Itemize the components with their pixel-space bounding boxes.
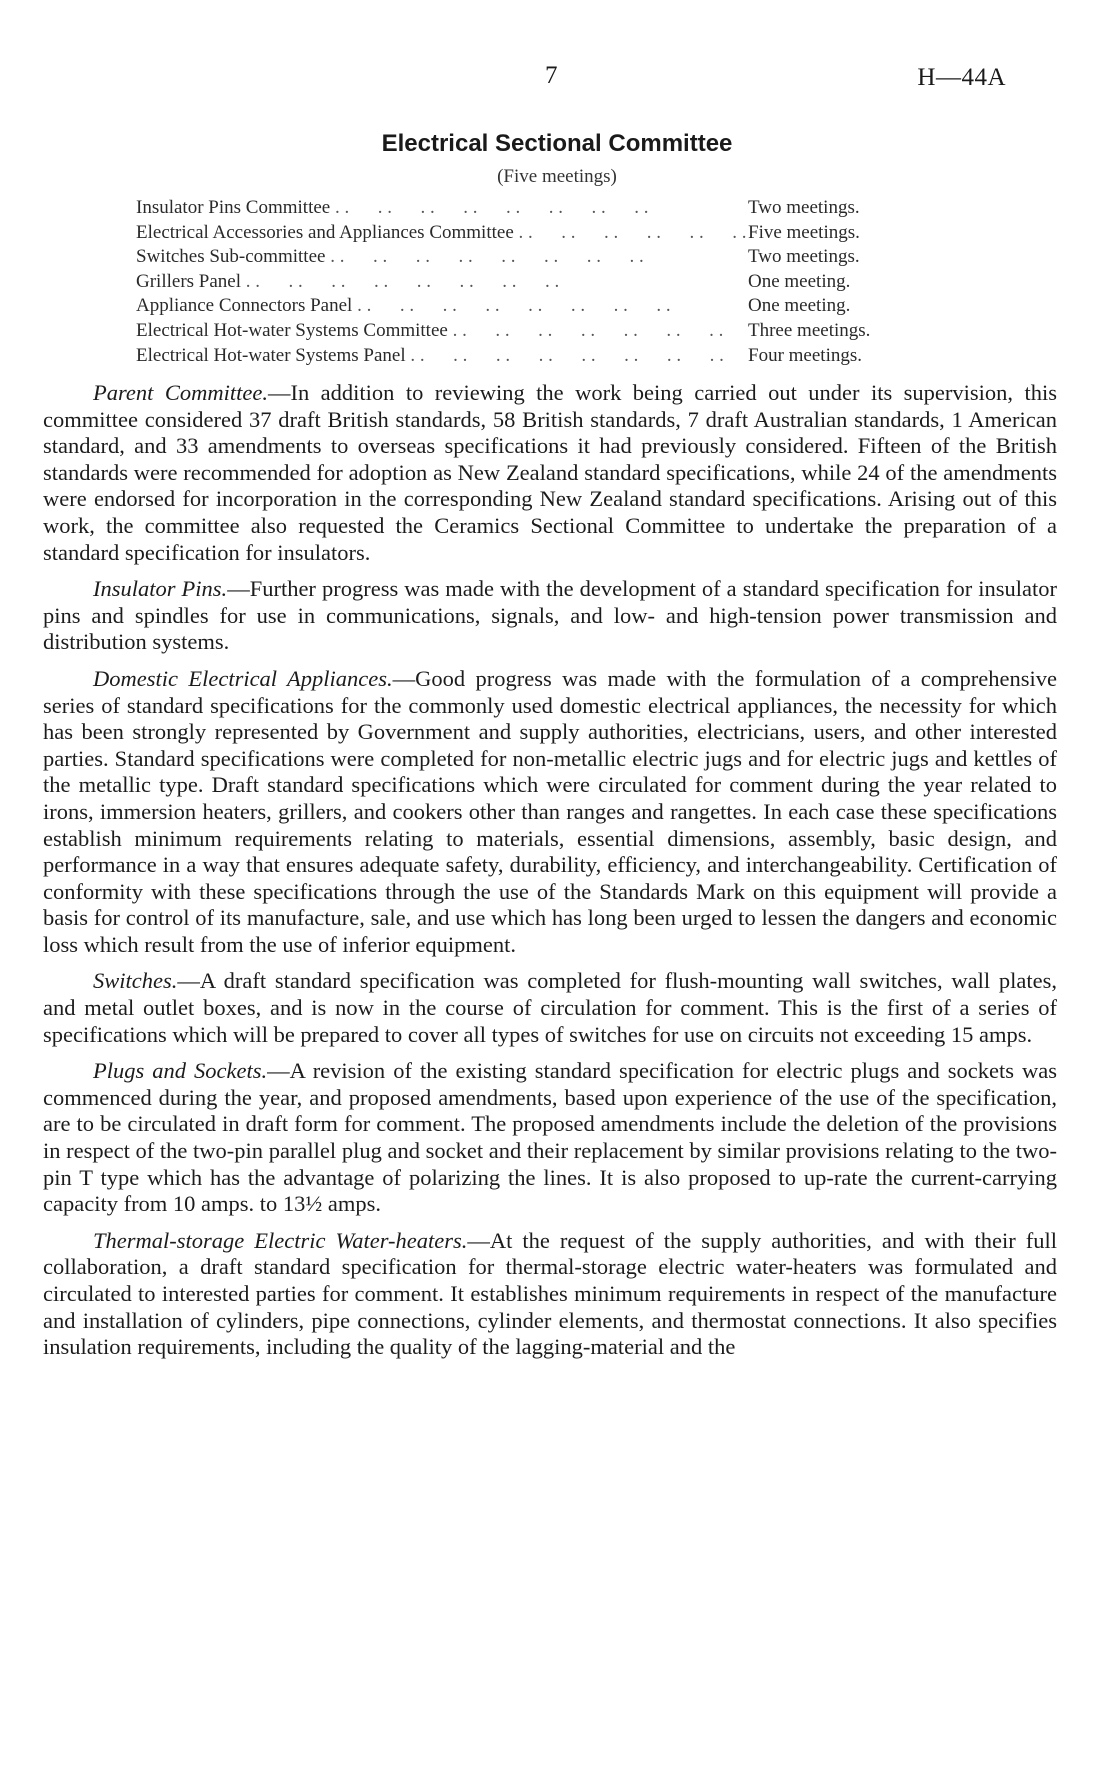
paragraph-insulator-pins (43, 576, 1057, 656)
committee-name: Electrical Hot-water Systems Committee . . (136, 319, 748, 344)
section-title: Electrical Sectional Committee (381, 130, 733, 157)
paragraph-title: Insulator Pins. (93, 576, 228, 602)
meeting-count: Five meetings. (748, 221, 860, 243)
meeting-count: Four meetings. (748, 344, 862, 366)
meeting-count: Three meetings. (748, 319, 871, 341)
committee-row (136, 196, 972, 221)
committee-row (136, 221, 972, 246)
paragraph-text: —In addition to reviewing the work being carried out under its supervision, this committee considered 37 draft British standards, 58 British standards, 7 draft Australian standards, 1 American standard, and 33 amendments to overseas specifications it had previously considered. Fifteen of the British standards were recommended for adoption as New Zealand standard specifications, while 24 of the amendments were endorsed for incorporation in the corresponding New Zealand standard specifications. Arising out of this work, the committee also requested the Ceramics Sectional Committee to undertake the preparation of a standard specification for insulators. (43, 380, 1057, 565)
paragraph-title: Thermal-storage Electric Water-heaters. (93, 1227, 468, 1253)
paragraph-title: Plugs and Sockets. (93, 1058, 268, 1084)
paragraph-text: —Good progress was made with the formulation of a comprehensive series of standard specifications for the commonly used domestic electrical appliances, the necessity for which has been strongly represented by Government and supply authorities, electricians, users, and other interested parties. Standard specifications were completed for non-metallic electric jugs and for electric jugs and kettles of the metallic type. Draft standard specifications which were circulated for comment during the year related to irons, immersion heaters, grillers, and cookers other than ranges and rangettes. In each case these specifications establish minimum requirements relating to materials, essential dimensions, assembly, basic design, and performance in a way that ensures adequate safety, durability, efficiency, and interchangeability. Certification of conformity with these specifications through the use of the Standards Mark on this equipment will provide a basis for control of its manufacture, sale, and use which has long been urged to lessen the dangers and economic loss which result from the use of inferior equipment. (43, 665, 1058, 957)
committee-name: Switches Sub-committee . . (136, 245, 748, 270)
document-reference: H—44A (917, 64, 1006, 91)
paragraph-switches (43, 968, 1057, 1048)
paragraph-title: Switches. (93, 968, 178, 994)
meeting-count: One meeting. (748, 270, 851, 292)
paragraph-title: Domestic Electrical Appliances. (93, 665, 393, 691)
paragraph-text: —A draft standard specification was completed for flush-mounting wall switches, wall plates, and metal outlet boxes, and is now in the course of circulation for comment. This is the first of a series of specifications which will be prepared to cover all types of switches for use on circuits not exceeding 15 amps. (43, 968, 1057, 1047)
meeting-count: Two meetings. (748, 197, 860, 218)
paragraph-text: —Further progress was made with the development of a standard specification for insulator pins and spindles for use in communications, signals, and low- and high-tension power transmission and distribution systems. (43, 576, 1058, 655)
paragraph-title: Parent Committee. (93, 380, 268, 405)
committee-name: Electrical Accessories and Appliances Committee . . (136, 221, 748, 246)
paragraph-domestic-appliances (43, 666, 1057, 959)
meeting-count: One meeting. (748, 295, 851, 317)
committee-row (136, 344, 972, 369)
page-number: 7 (545, 62, 558, 89)
paragraph-plugs-sockets (43, 1058, 1057, 1218)
committee-name: Appliance Connectors Panel . . (136, 294, 748, 319)
committee-row (136, 245, 972, 270)
paragraph-text: —A revision of the existing standard specification for electric plugs and sockets was commenced during the year, and proposed amendments, based upon experience of the use of the specification, are to be circulated in draft form for comment. The proposed amendments include the deletion of the provisions in respect of the two-pin parallel plug and socket and their replacement by similar provisions relating to the two-pin T type which has the advantage of polarizing the lines. It is also proposed to up-rate the current-carrying capacity from 10 amps. to 13½ amps. (43, 1058, 1058, 1217)
paragraph-water-heaters (43, 1228, 1057, 1361)
section-subtitle: (Five meetings) (497, 166, 617, 187)
committee-row (136, 319, 972, 344)
meeting-count: Two meetings. (748, 246, 860, 268)
committee-name: Insulator Pins Committee . . (136, 196, 748, 221)
committee-row (136, 270, 972, 295)
committee-meetings-list (136, 196, 972, 368)
paragraph-text: —At the request of the supply authorities, and with their full collaboration, a draft standard specification for thermal-storage electric water-heaters was formulated and circulated to interested parties for comment. It establishes minimum requirements in respect of the manufacture and installation of cylinders, pipe connections, cylinder elements, and thermostat connections. It also specifies insulation requirements, including the quality of the lagging-material and the (43, 1227, 1058, 1360)
committee-name: Grillers Panel . . (136, 270, 748, 295)
body-text (43, 380, 1057, 1371)
committee-name: Electrical Hot-water Systems Panel . . (136, 344, 748, 369)
committee-row (136, 294, 972, 319)
paragraph-parent-committee (43, 380, 1057, 566)
